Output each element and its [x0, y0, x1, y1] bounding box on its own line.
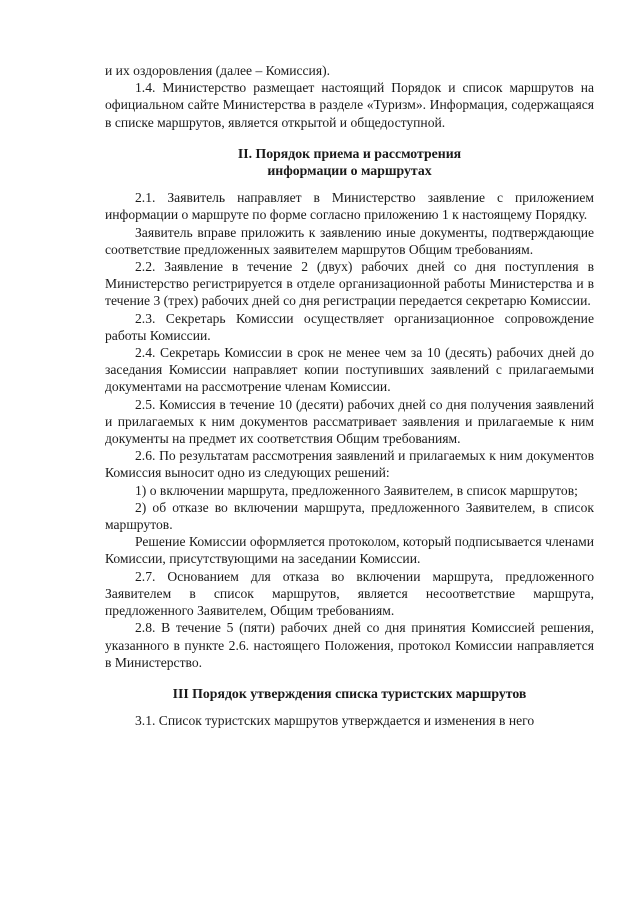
- document-body: [105, 62, 594, 729]
- paragraph: 2.1. Заявитель направляет в Министерство заявление с приложением информации о маршруте по форме согласно приложению 1 к настоящему Порядку.: [105, 190, 594, 223]
- paragraph: 2.7. Основанием для отказа во включении маршрута, предложенного Заявителем в список маршрутов, является несоответствие маршрута, предложенного Заявителем, Общим требованиям.: [105, 568, 594, 619]
- paragraph: Заявитель вправе приложить к заявлению иные документы, подтверждающие соответствие предложенных заявителем маршрутов Общим требованиям.: [105, 224, 594, 257]
- paragraph: 1.4. Министерство размещает настоящий Порядок и список маршрутов на официальном сайте Министерства в разделе «Туризм». Информация, содержащаяся в списке маршрутов, является открытой и общедоступной.: [105, 80, 594, 130]
- list-item: 1) о включении маршрута, предложенного Заявителем, в список маршрутов;: [135, 482, 578, 498]
- paragraph: Решение Комиссии оформляется протоколом, который подписывается членами Комиссии, присутствующими на заседании Комиссии.: [105, 534, 594, 567]
- paragraph: 2.4. Секретарь Комиссии в срок не менее чем за 10 (десять) рабочих дней до заседания Комиссии направляет копии поступивших заявлений с прилагаемыми документами на рассмотрение членам Комиссии.: [105, 345, 594, 395]
- section-heading-line: II. Порядок приема и рассмотрения: [237, 145, 462, 161]
- paragraph: и их оздоровления (далее – Комиссия).: [105, 63, 330, 78]
- paragraph: 3.1. Список туристских маршрутов утверждается и изменения в него: [135, 713, 535, 729]
- paragraph: 2.6. По результатам рассмотрения заявлений и прилагаемых к ним документов Комиссия выносит одно из следующих решений:: [105, 448, 594, 481]
- paragraph: 2.5. Комиссия в течение 10 (десяти) рабочих дней со дня получения заявлений и прилагаемых к ним документов рассматривает заявления и прилагаемые к ним документы на предмет их соответствия Общим требованиям.: [105, 396, 594, 447]
- list-item: 2) об отказе во включении маршрута, предложенного Заявителем, в список маршрутов.: [105, 499, 594, 533]
- paragraph: 2.3. Секретарь Комиссии осуществляет организационное сопровождение работы Комиссии.: [105, 310, 594, 343]
- paragraph: 2.8. В течение 5 (пяти) рабочих дней со дня принятия Комиссией решения, указанного в пункте 2.6. настоящего Положения, протокол Комиссии направляется в Министерство.: [105, 620, 594, 670]
- section-heading: [105, 145, 594, 179]
- section-heading: III Порядок утверждения списка туристских маршрутов: [172, 685, 527, 701]
- paragraph: 2.2. Заявление в течение 2 (двух) рабочих дней со дня поступления в Министерство регистрируется в отделе организационной работы Министерства и в течение 3 (трех) рабочих дней со дня регистрации передается секретарю Комиссии.: [105, 259, 594, 309]
- section-heading-line: информации о маршрутах: [267, 163, 432, 179]
